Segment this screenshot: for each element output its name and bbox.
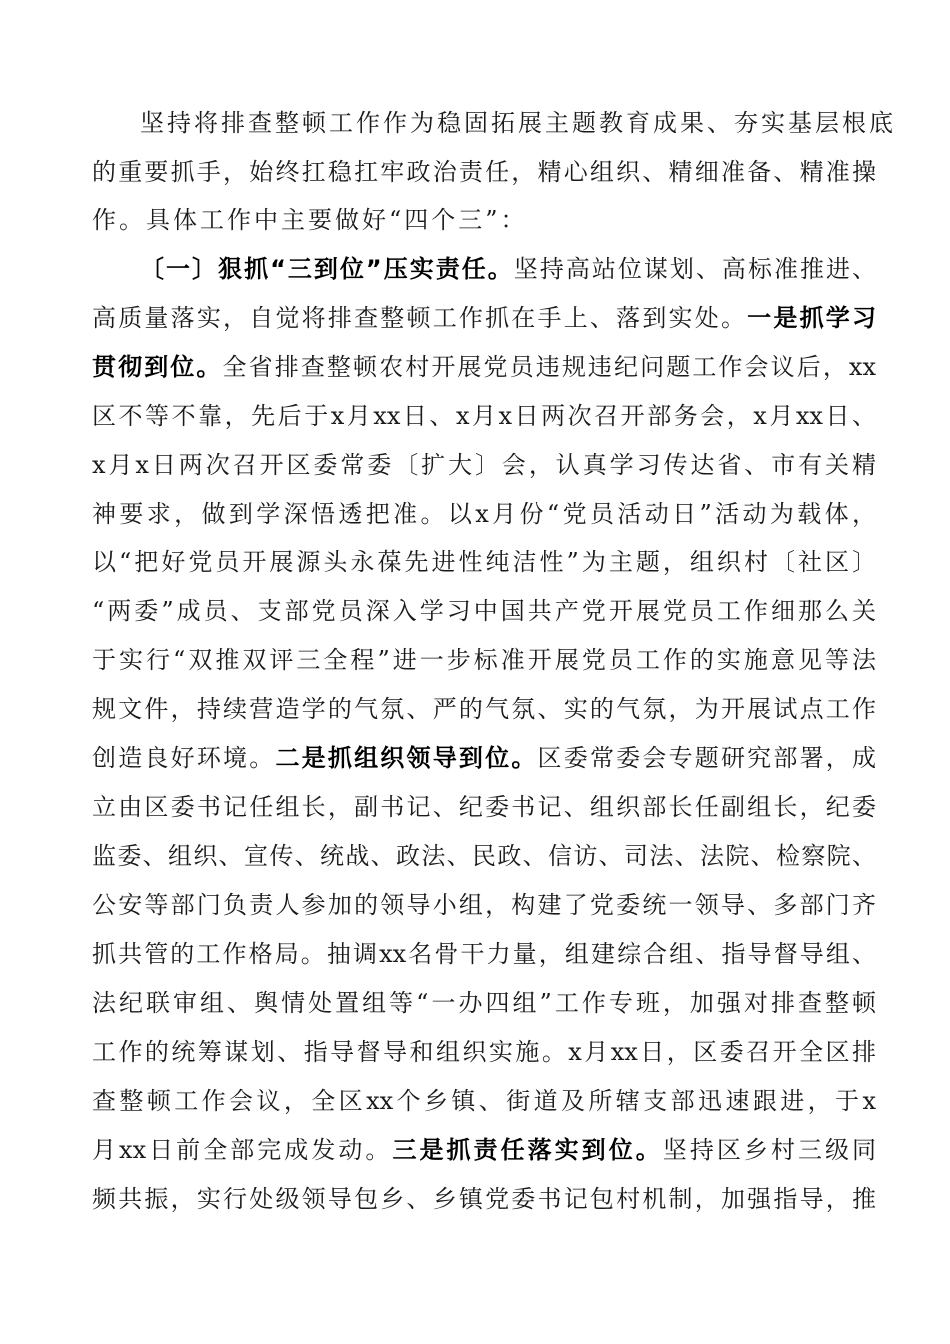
paragraph-line [92, 1130, 876, 1170]
bold-subheading: 贯彻到位。 [92, 353, 223, 381]
text-run: 高质量落实，自觉将排查整顿工作抓在手上、落到实处。 [92, 304, 748, 332]
text-run: 区委常委会专题研究部署，成 [537, 744, 877, 772]
paragraph-line [92, 347, 876, 387]
paragraph-line: 法纪联审组、舆情处置组等“一办四组”工作专班，加强对排查整顿 [92, 989, 876, 1017]
bold-subheading: 一是抓学习 [747, 304, 876, 332]
bold-subheading: 二是抓组织领导到位。 [275, 744, 538, 772]
section-heading: 〔一〕狠抓“三到位”压实责任。 [140, 255, 514, 283]
paragraph-line: 工作的统筹谋划、指导督导和组织实施。x月xx日，区委召开全区排 [92, 1038, 876, 1066]
text-run: 坚持高站位谋划、高标准推进、 [513, 255, 877, 283]
paragraph-line: 立由区委书记任组长，副书记、纪委书记、组织部长任副组长，纪委 [92, 793, 876, 821]
paragraph-line: 的重要抓手，始终扛稳扛牢政治责任，精心组织、精细准备、精准操 [92, 158, 876, 186]
paragraph-line: x月x日两次召开区委常委〔扩大〕会，认真学习传达省、市有关精 [92, 451, 876, 479]
paragraph-line: 抓共管的工作格局。抽调xx名骨干力量，组建综合组、指导督导组、 [92, 940, 876, 968]
paragraph-line: 以“把好党员开展源头永葆先进性纯洁性”为主题，组织村〔社区〕 [92, 548, 876, 576]
paragraph-line: 监委、组织、宣传、统战、政法、民政、信访、司法、法院、检察院、 [92, 842, 876, 870]
paragraph-line: 查整顿工作会议，全区xx个乡镇、街道及所辖支部迅速跟进，于x [92, 1087, 876, 1115]
paragraph-line: 规文件，持续营造学的气氛、严的气氛、实的气氛，为开展试点工作 [92, 695, 876, 723]
bold-subheading: 三是抓责任落实到位。 [392, 1136, 663, 1164]
paragraph-line: “两委”成员、支部党员深入学习中国共产党开展党员工作细那么关 [92, 597, 876, 625]
paragraph-line: 坚持将排查整顿工作作为稳固拓展主题教育成果、夯实基层根底 [140, 109, 896, 137]
paragraph-line: 神要求，做到学深悟透把准。以x月份“党员活动日”活动为载体， [92, 500, 876, 528]
paragraph-line: 公安等部门负责人参加的领导小组，构建了党委统一领导、多部门齐 [92, 891, 876, 919]
paragraph-line [92, 298, 876, 338]
paragraph-line: 区不等不靠，先后于x月xx日、x月x日两次召开部务会，x月xx日、 [92, 402, 876, 430]
paragraph-line [140, 249, 876, 289]
paragraph-line: 于实行“双推双评三全程”进一步标准开展党员工作的实施意见等法 [92, 646, 876, 674]
paragraph-line: 作。具体工作中主要做好“四个三”： [92, 206, 528, 234]
text-run: 全省排查整顿农村开展党员违规违纪问题工作会议后，xx [222, 353, 877, 381]
text-run: 坚持区乡村三级同 [662, 1136, 877, 1164]
paragraph-line: 频共振，实行处级领导包乡、乡镇党委书记包村机制，加强指导，推 [92, 1185, 876, 1213]
paragraph-line [92, 738, 876, 778]
text-run: 创造良好环境。 [92, 744, 276, 772]
text-run: 月xx日前全部完成发动。 [92, 1136, 393, 1164]
